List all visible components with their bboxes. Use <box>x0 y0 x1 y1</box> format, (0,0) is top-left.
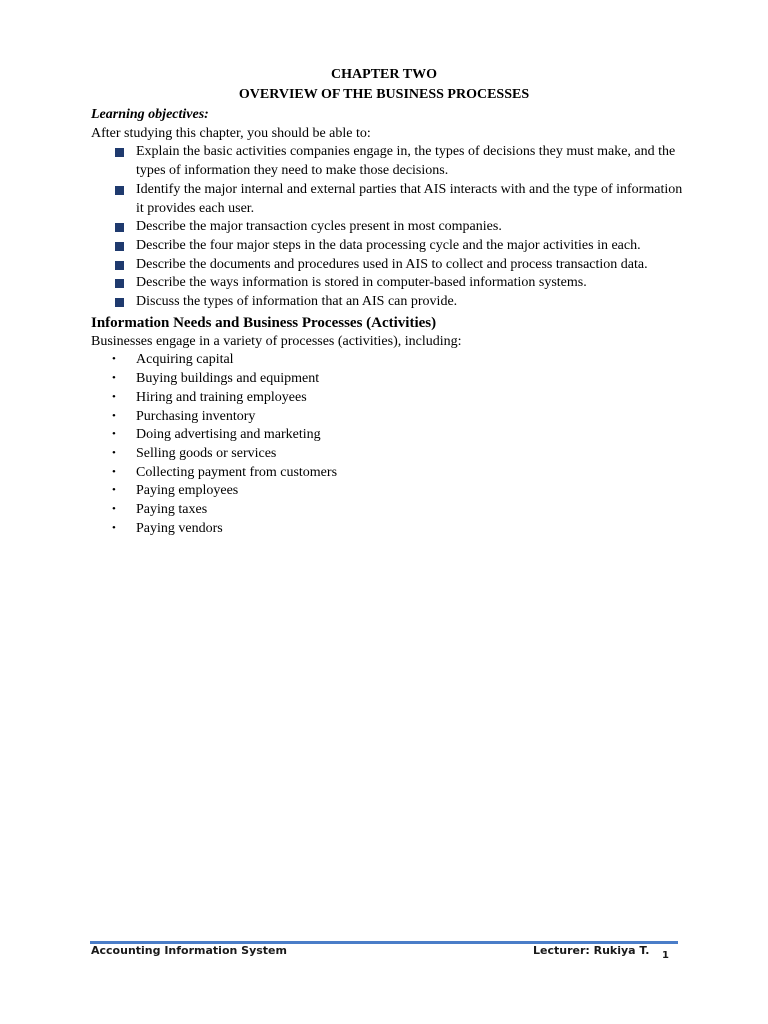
page-number: 1 <box>662 950 669 961</box>
bullet-dot-icon: • <box>112 484 116 497</box>
square-bullet-icon <box>115 279 124 288</box>
bullet-dot-icon: • <box>112 428 116 441</box>
activity-item <box>91 520 691 539</box>
learning-objectives-intro: After studying this chapter, you should be able to: <box>91 125 371 141</box>
activity-item <box>91 482 691 501</box>
business-activities-list <box>91 351 691 538</box>
objective-item <box>91 218 691 237</box>
bullet-dot-icon: • <box>112 465 116 478</box>
objective-text: Describe the major transaction cycles present in most companies. <box>136 219 502 235</box>
objective-text: Explain the basic activities companies engage in, the types of decisions they must make, and the types of information they need to make those decisions. <box>136 144 676 179</box>
activity-text: Paying vendors <box>136 520 223 536</box>
objective-text: Describe the documents and procedures used in AIS to collect and process transaction data. <box>136 256 648 272</box>
footer-course-title: Accounting Information System <box>91 944 287 957</box>
bullet-dot-icon: • <box>112 521 116 534</box>
activity-item <box>91 351 691 370</box>
square-bullet-icon <box>115 298 124 307</box>
objective-item <box>91 274 691 293</box>
activity-item <box>91 370 691 389</box>
chapter-title: OVERVIEW OF THE BUSINESS PROCESSES <box>238 87 530 102</box>
activity-text: Collecting payment from customers <box>136 464 338 480</box>
page-body <box>91 106 691 538</box>
bullet-dot-icon: • <box>112 390 116 403</box>
footer-lecturer: Lecturer: Rukiya T. <box>533 944 650 957</box>
activity-item <box>91 389 691 408</box>
activity-text: Doing advertising and marketing <box>136 427 321 443</box>
activity-item <box>91 408 691 427</box>
objective-item <box>91 181 691 218</box>
bullet-dot-icon: • <box>112 409 116 422</box>
bullet-dot-icon: • <box>112 503 116 516</box>
activity-text: Paying taxes <box>136 502 208 518</box>
objective-text: Describe the four major steps in the data processing cycle and the major activities in each. <box>136 237 641 253</box>
objective-text: Discuss the types of information that an AIS can provide. <box>136 294 458 310</box>
activity-text: Selling goods or services <box>136 445 277 461</box>
square-bullet-icon <box>115 186 124 195</box>
square-bullet-icon <box>115 261 124 270</box>
section-intro: Businesses engage in a variety of processes (activities), including: <box>91 333 462 349</box>
activity-item <box>91 464 691 483</box>
section-heading: Information Needs and Business Processes (Activities) <box>91 314 437 331</box>
square-bullet-icon <box>115 148 124 157</box>
activity-item <box>91 501 691 520</box>
objective-item <box>91 293 691 312</box>
objective-text: Identify the major internal and external parties that AIS interacts with and the type of information it provides each user. <box>136 181 683 216</box>
activity-item <box>91 426 691 445</box>
bullet-dot-icon: • <box>112 446 116 459</box>
objective-item <box>91 237 691 256</box>
bullet-dot-icon: • <box>112 372 116 385</box>
learning-objectives-list <box>91 143 691 311</box>
activity-text: Paying employees <box>136 483 239 499</box>
activity-text: Acquiring capital <box>136 352 234 368</box>
square-bullet-icon <box>115 242 124 251</box>
activity-item <box>91 445 691 464</box>
square-bullet-icon <box>115 223 124 232</box>
chapter-number: CHAPTER TWO <box>331 67 437 82</box>
activity-text: Hiring and training employees <box>136 389 307 405</box>
objective-item <box>91 143 691 180</box>
objective-text: Describe the ways information is stored in computer-based information systems. <box>136 275 587 291</box>
objective-item <box>91 256 691 275</box>
learning-objectives-heading: Learning objectives: <box>91 107 209 122</box>
bullet-dot-icon: • <box>112 353 116 366</box>
activity-text: Buying buildings and equipment <box>136 371 320 387</box>
activity-text: Purchasing inventory <box>136 408 256 424</box>
